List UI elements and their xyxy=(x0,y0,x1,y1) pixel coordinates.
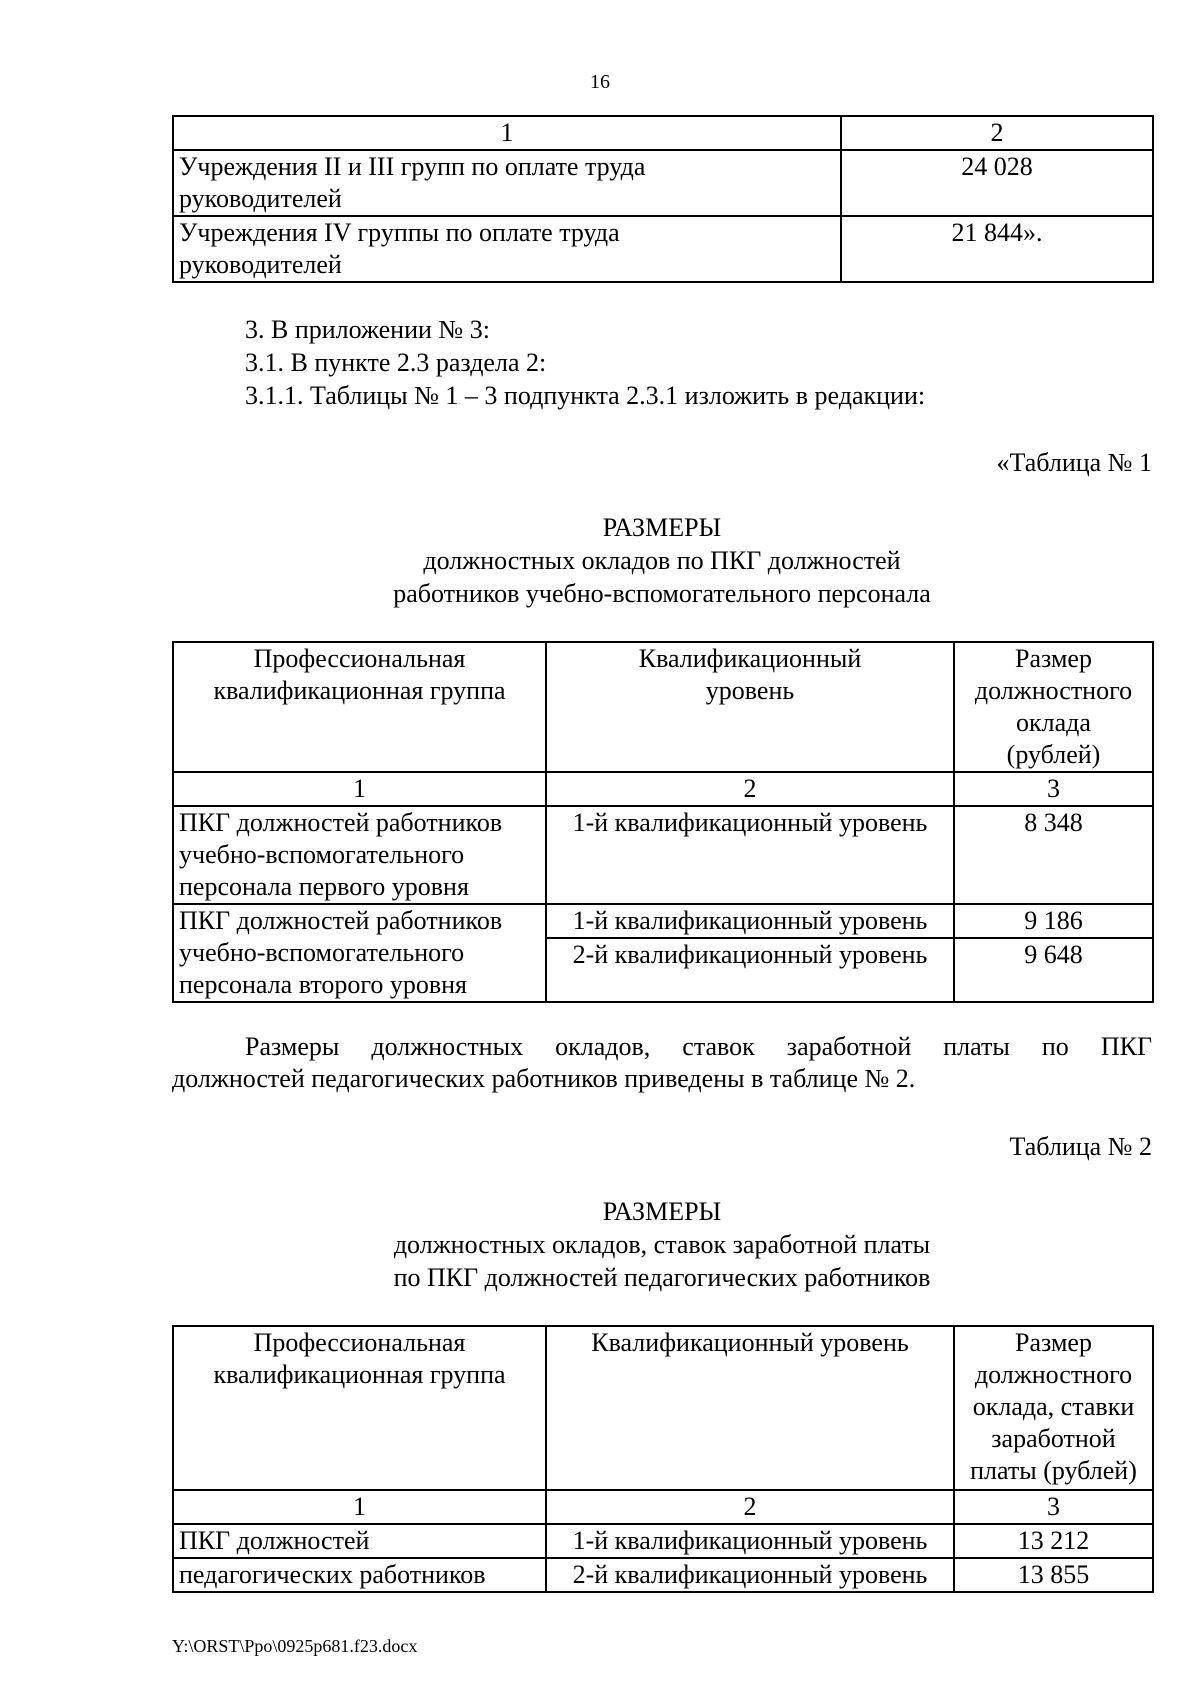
level-cell: 1-й квалификационный уровень xyxy=(546,1524,954,1558)
table-subtitle: должностных окладов по ПКГ должностей xyxy=(423,546,901,575)
table-label: Таблица № 2 xyxy=(1009,1132,1152,1161)
header-line: квалификационная группа xyxy=(213,676,506,705)
group-name-line: ПКГ должностей работников xyxy=(179,906,503,935)
header-cell xyxy=(173,1326,546,1490)
header-cell: Квалификационный уровень xyxy=(546,1326,954,1490)
group-name-line: ПКГ должностей работников xyxy=(179,808,503,837)
header-cell xyxy=(954,642,1153,772)
group-name-cell: педагогических работников xyxy=(173,1558,546,1592)
group-name-line: руководителей xyxy=(179,250,342,279)
column-number: 1 xyxy=(173,1490,546,1524)
column-number: 1 xyxy=(173,116,841,150)
group-name-cell: ПКГ должностей xyxy=(173,1524,546,1558)
salary-cell: 13 212 xyxy=(954,1524,1153,1558)
header-line: Размер xyxy=(1015,644,1092,673)
table-label: «Таблица № 1 xyxy=(996,448,1152,477)
column-number: 3 xyxy=(954,1490,1153,1524)
table-subtitle: должностных окладов, ставок заработной платы xyxy=(393,1230,931,1259)
group-name-cell xyxy=(173,216,841,282)
group-name-line: персонала второго уровня xyxy=(179,970,468,999)
table-subtitle: работников учебно-вспомогательного персонала xyxy=(393,579,931,608)
body-paragraph xyxy=(172,1031,1152,1095)
header-line: оклада xyxy=(1016,708,1091,737)
column-number: 1 xyxy=(173,772,546,806)
level-cell: 2-й квалификационный уровень xyxy=(546,1558,954,1592)
header-line: должностного xyxy=(974,1360,1133,1389)
header-line: должностного xyxy=(974,676,1133,705)
paragraph: 3.1. В пункте 2.3 раздела 2: xyxy=(245,348,547,377)
salary-cell: 8 348 xyxy=(954,806,1153,904)
group-name-cell xyxy=(173,150,841,216)
paragraph: 3.1.1. Таблицы № 1 – 3 подпункта 2.3.1 изложить в редакции: xyxy=(245,381,926,410)
salary-cell: 13 855 xyxy=(954,1558,1153,1592)
header-cell xyxy=(546,642,954,772)
level-cell: 2-й квалификационный уровень xyxy=(546,938,954,1002)
group-name-line: учебно-вспомогательного xyxy=(179,840,465,869)
group-name-line: Учреждения IV группы по оплате труда xyxy=(179,218,620,247)
header-line: уровень xyxy=(705,676,795,705)
group-name-cell xyxy=(173,904,546,1002)
table-row xyxy=(173,806,1153,904)
table-header-row xyxy=(173,116,1153,150)
group-name-line: учебно-вспомогательного xyxy=(179,938,465,967)
salary-table-2 xyxy=(172,1325,1154,1593)
page-number: 16 xyxy=(590,71,610,93)
table-header-row xyxy=(173,642,1153,772)
table-subtitle: по ПКГ должностей педагогических работников xyxy=(393,1263,931,1292)
header-line: (рублей) xyxy=(1006,740,1101,769)
paragraph-line: должностей педагогических работников приведены в таблице № 2. xyxy=(172,1064,916,1093)
footer-file-path: Y:\ORST\Ppo\0925p681.f23.docx xyxy=(172,1636,418,1656)
column-numbers-row xyxy=(173,1490,1153,1524)
table-row xyxy=(173,1524,1153,1558)
table-row xyxy=(173,904,1153,938)
level-cell: 1-й квалификационный уровень xyxy=(546,904,954,938)
header-line: платы (рублей) xyxy=(970,1456,1137,1485)
column-number: 2 xyxy=(841,116,1153,150)
level-cell: 1-й квалификационный уровень xyxy=(546,806,954,904)
paragraph: 3. В приложении № 3: xyxy=(245,315,490,344)
value-cell: 24 028 xyxy=(841,150,1153,216)
column-number: 2 xyxy=(546,1490,954,1524)
header-cell xyxy=(173,642,546,772)
paragraph-line: Размеры должностных окладов, ставок заработной платы по ПКГ xyxy=(245,1032,1152,1061)
table-title: РАЗМЕРЫ xyxy=(602,1197,722,1226)
table-row xyxy=(173,216,1153,282)
column-number: 2 xyxy=(546,772,954,806)
salary-cell: 9 648 xyxy=(954,938,1153,1002)
salary-cell: 9 186 xyxy=(954,904,1153,938)
header-line: Профессиональная xyxy=(253,644,466,673)
header-line: оклада, ставки xyxy=(972,1392,1135,1421)
header-cell xyxy=(954,1326,1153,1490)
table-row xyxy=(173,1558,1153,1592)
group-name-cell xyxy=(173,806,546,904)
table-title: РАЗМЕРЫ xyxy=(602,513,722,542)
table-row xyxy=(173,150,1153,216)
group-name-line: персонала первого уровня xyxy=(179,872,469,901)
table-header-row xyxy=(173,1326,1153,1490)
header-line: квалификационная группа xyxy=(213,1360,506,1389)
value-cell: 21 844». xyxy=(841,216,1153,282)
header-line: Профессиональная xyxy=(253,1328,466,1357)
header-line: заработной xyxy=(991,1424,1116,1453)
continuation-table xyxy=(172,115,1154,283)
salary-table-1 xyxy=(172,641,1154,1003)
column-numbers-row xyxy=(173,772,1153,806)
header-line: Квалификационный xyxy=(638,644,862,673)
group-name-line: Учреждения II и III групп по оплате труда xyxy=(179,152,646,181)
group-name-line: руководителей xyxy=(179,184,342,213)
column-number: 3 xyxy=(954,772,1153,806)
header-line: Размер xyxy=(1015,1328,1092,1357)
